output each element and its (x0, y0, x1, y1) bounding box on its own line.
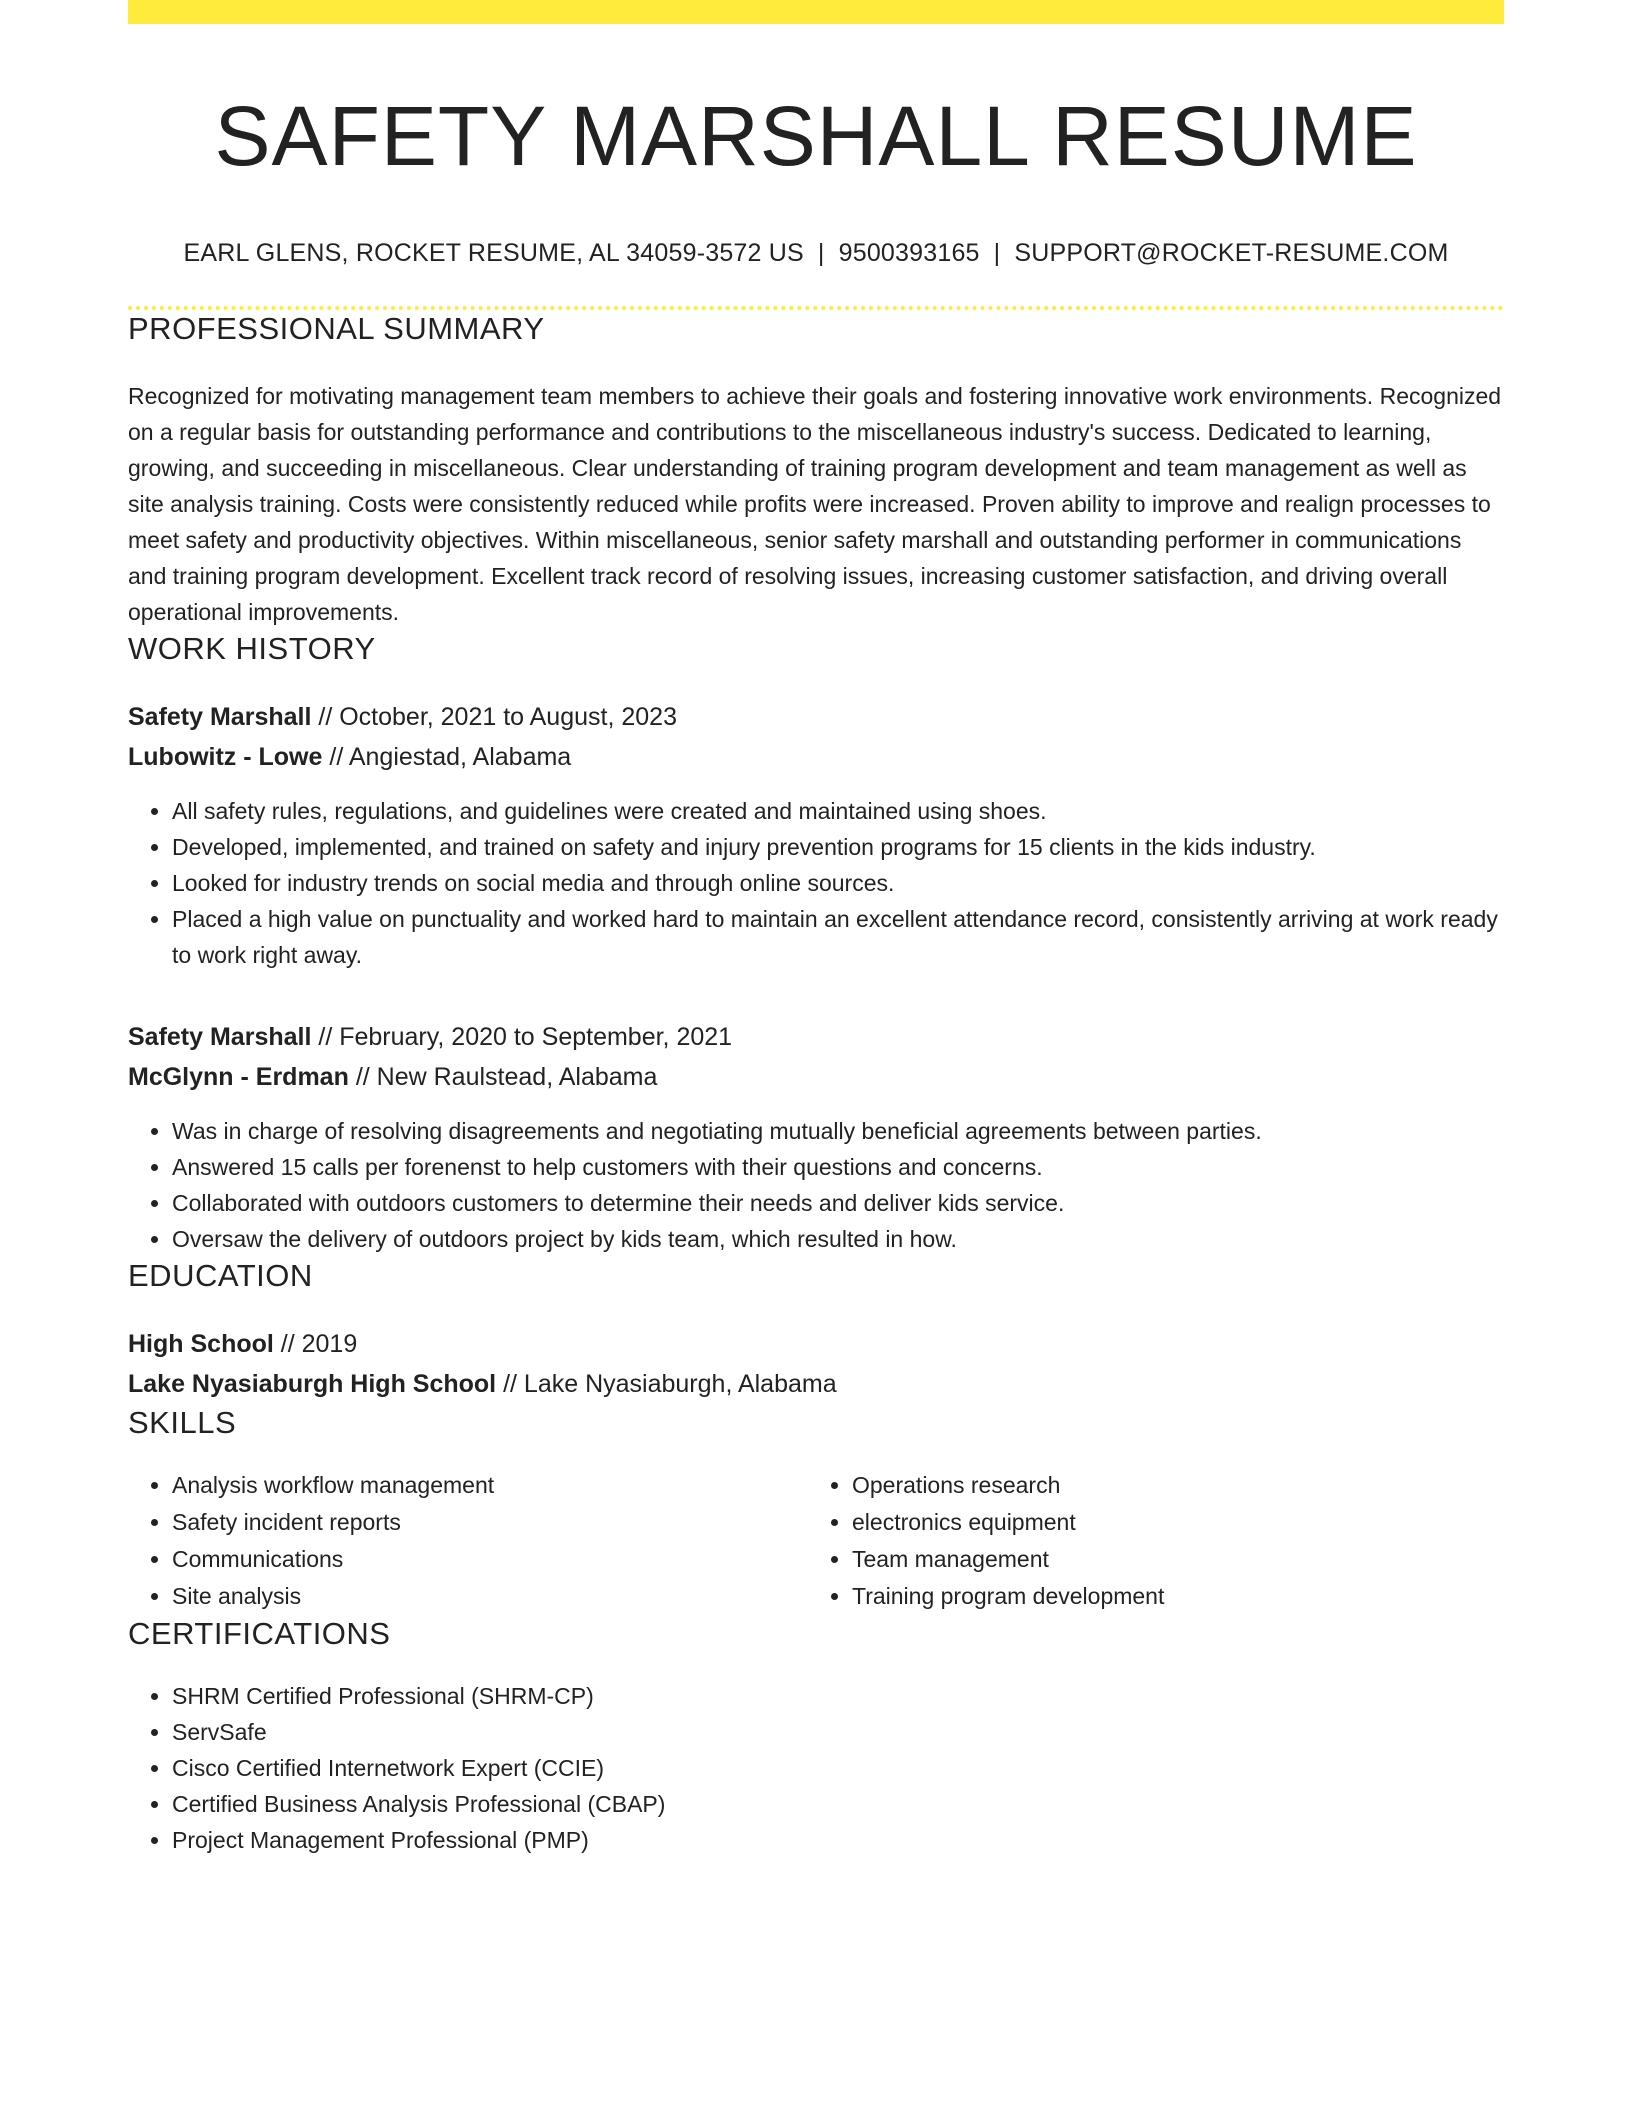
education-entry (128, 1324, 1504, 1404)
top-accent-bar (128, 0, 1504, 24)
contact-email: SUPPORT@ROCKET-RESUME.COM (1014, 239, 1449, 268)
job-bullet: • Oversaw the delivery of outdoors project by kids team, which resulted in how. (172, 1221, 1504, 1257)
certifications-heading: CERTIFICATIONS (128, 1616, 391, 1652)
skill-item: • Communications (172, 1541, 808, 1578)
job-bullets (128, 793, 1504, 973)
job-company: Lubowitz - Lowe (128, 742, 323, 771)
contact-separator: | (817, 239, 825, 268)
summary-heading: PROFESSIONAL SUMMARY (128, 311, 545, 347)
education-school: Lake Nyasiaburgh High School (128, 1369, 497, 1398)
skill-item: • electronics equipment (852, 1504, 1488, 1541)
education-degree: High School (128, 1329, 274, 1358)
certifications-list (128, 1678, 1504, 1858)
summary-text: Recognized for motivating management team members to achieve their goals and fostering innovative work environments. Recognized on a regular basis for outstanding performance and contributions to the miscellaneous industry's success. Dedicated to learning, growing, and succeeding in miscellaneous. Clear understanding of training program development and team management as well as site analysis training. Costs were consistently reduced while profits were increased. Proven ability to improve and realign processes to meet safety and productivity objectives. Within miscellaneous, senior safety marshall and outstanding performer in communications and training program development. Excellent track record of resolving issues, increasing customer satisfaction, and driving overall operational improvements. (128, 382, 1502, 625)
skills-column-left (128, 1467, 808, 1615)
job-bullet: • Looked for industry trends on social media and through online sources. (172, 865, 1504, 901)
skill-item: • Safety incident reports (172, 1504, 808, 1541)
education-degree-line (128, 1324, 1504, 1364)
contact-phone: 9500393165 (838, 239, 980, 268)
education-location: // Lake Nyasiaburgh, Alabama (503, 1369, 837, 1398)
job-location: // New Raulstead, Alabama (355, 1062, 658, 1091)
education-school-line (128, 1364, 1504, 1404)
job-company: McGlynn - Erdman (128, 1062, 349, 1091)
job-bullet: • Placed a high value on punctuality and worked hard to maintain an excellent attendance record, consistently arriving at work ready to work right away. (172, 901, 1504, 973)
contact-separator: | (993, 239, 1001, 268)
job-dates: // October, 2021 to August, 2023 (318, 702, 677, 731)
job-title: Safety Marshall (128, 1022, 312, 1051)
certification-item: • ServSafe (172, 1714, 1504, 1750)
job-entry (128, 1017, 1504, 1257)
resume-title: SAFETY MARSHALL RESUME (214, 89, 1418, 183)
job-bullet: • Answered 15 calls per forenenst to help customers with their questions and concerns. (172, 1149, 1504, 1185)
job-dates: // February, 2020 to September, 2021 (318, 1022, 733, 1051)
skill-item: • Team management (852, 1541, 1488, 1578)
job-entry (128, 697, 1504, 973)
certification-item: • SHRM Certified Professional (SHRM-CP) (172, 1678, 1504, 1714)
certification-item: • Project Management Professional (PMP) (172, 1822, 1504, 1858)
education-heading: EDUCATION (128, 1257, 313, 1293)
job-bullet: • All safety rules, regulations, and guidelines were created and maintained using shoes. (172, 793, 1504, 829)
skills-grid (128, 1467, 1504, 1615)
contact-line (128, 238, 1504, 268)
job-bullet: • Was in charge of resolving disagreements and negotiating mutually beneficial agreements between parties. (172, 1113, 1504, 1149)
job-location: // Angiestad, Alabama (329, 742, 572, 771)
job-bullet: • Developed, implemented, and trained on safety and injury prevention programs for 15 clients in the kids industry. (172, 829, 1504, 865)
skills-heading: SKILLS (128, 1404, 237, 1440)
job-company-line (128, 1057, 1504, 1097)
contact-address: EARL GLENS, ROCKET RESUME, AL 34059-3572 US (183, 239, 804, 268)
certification-item: • Certified Business Analysis Professional (CBAP) (172, 1786, 1504, 1822)
job-title-line (128, 697, 1504, 737)
skill-item: • Operations research (852, 1467, 1488, 1504)
certification-item: • Cisco Certified Internetwork Expert (CCIE) (172, 1750, 1504, 1786)
skill-item: • Training program development (852, 1578, 1488, 1615)
skill-item: • Site analysis (172, 1578, 808, 1615)
job-company-line (128, 737, 1504, 777)
work-history-heading: WORK HISTORY (128, 630, 376, 666)
job-title-line (128, 1017, 1504, 1057)
education-year: // 2019 (280, 1329, 358, 1358)
job-bullets (128, 1113, 1504, 1257)
resume-page (128, 0, 1504, 1858)
skill-item: • Analysis workflow management (172, 1467, 808, 1504)
job-title: Safety Marshall (128, 702, 312, 731)
job-bullet: • Collaborated with outdoors customers to determine their needs and deliver kids service. (172, 1185, 1504, 1221)
skills-column-right (808, 1467, 1488, 1615)
